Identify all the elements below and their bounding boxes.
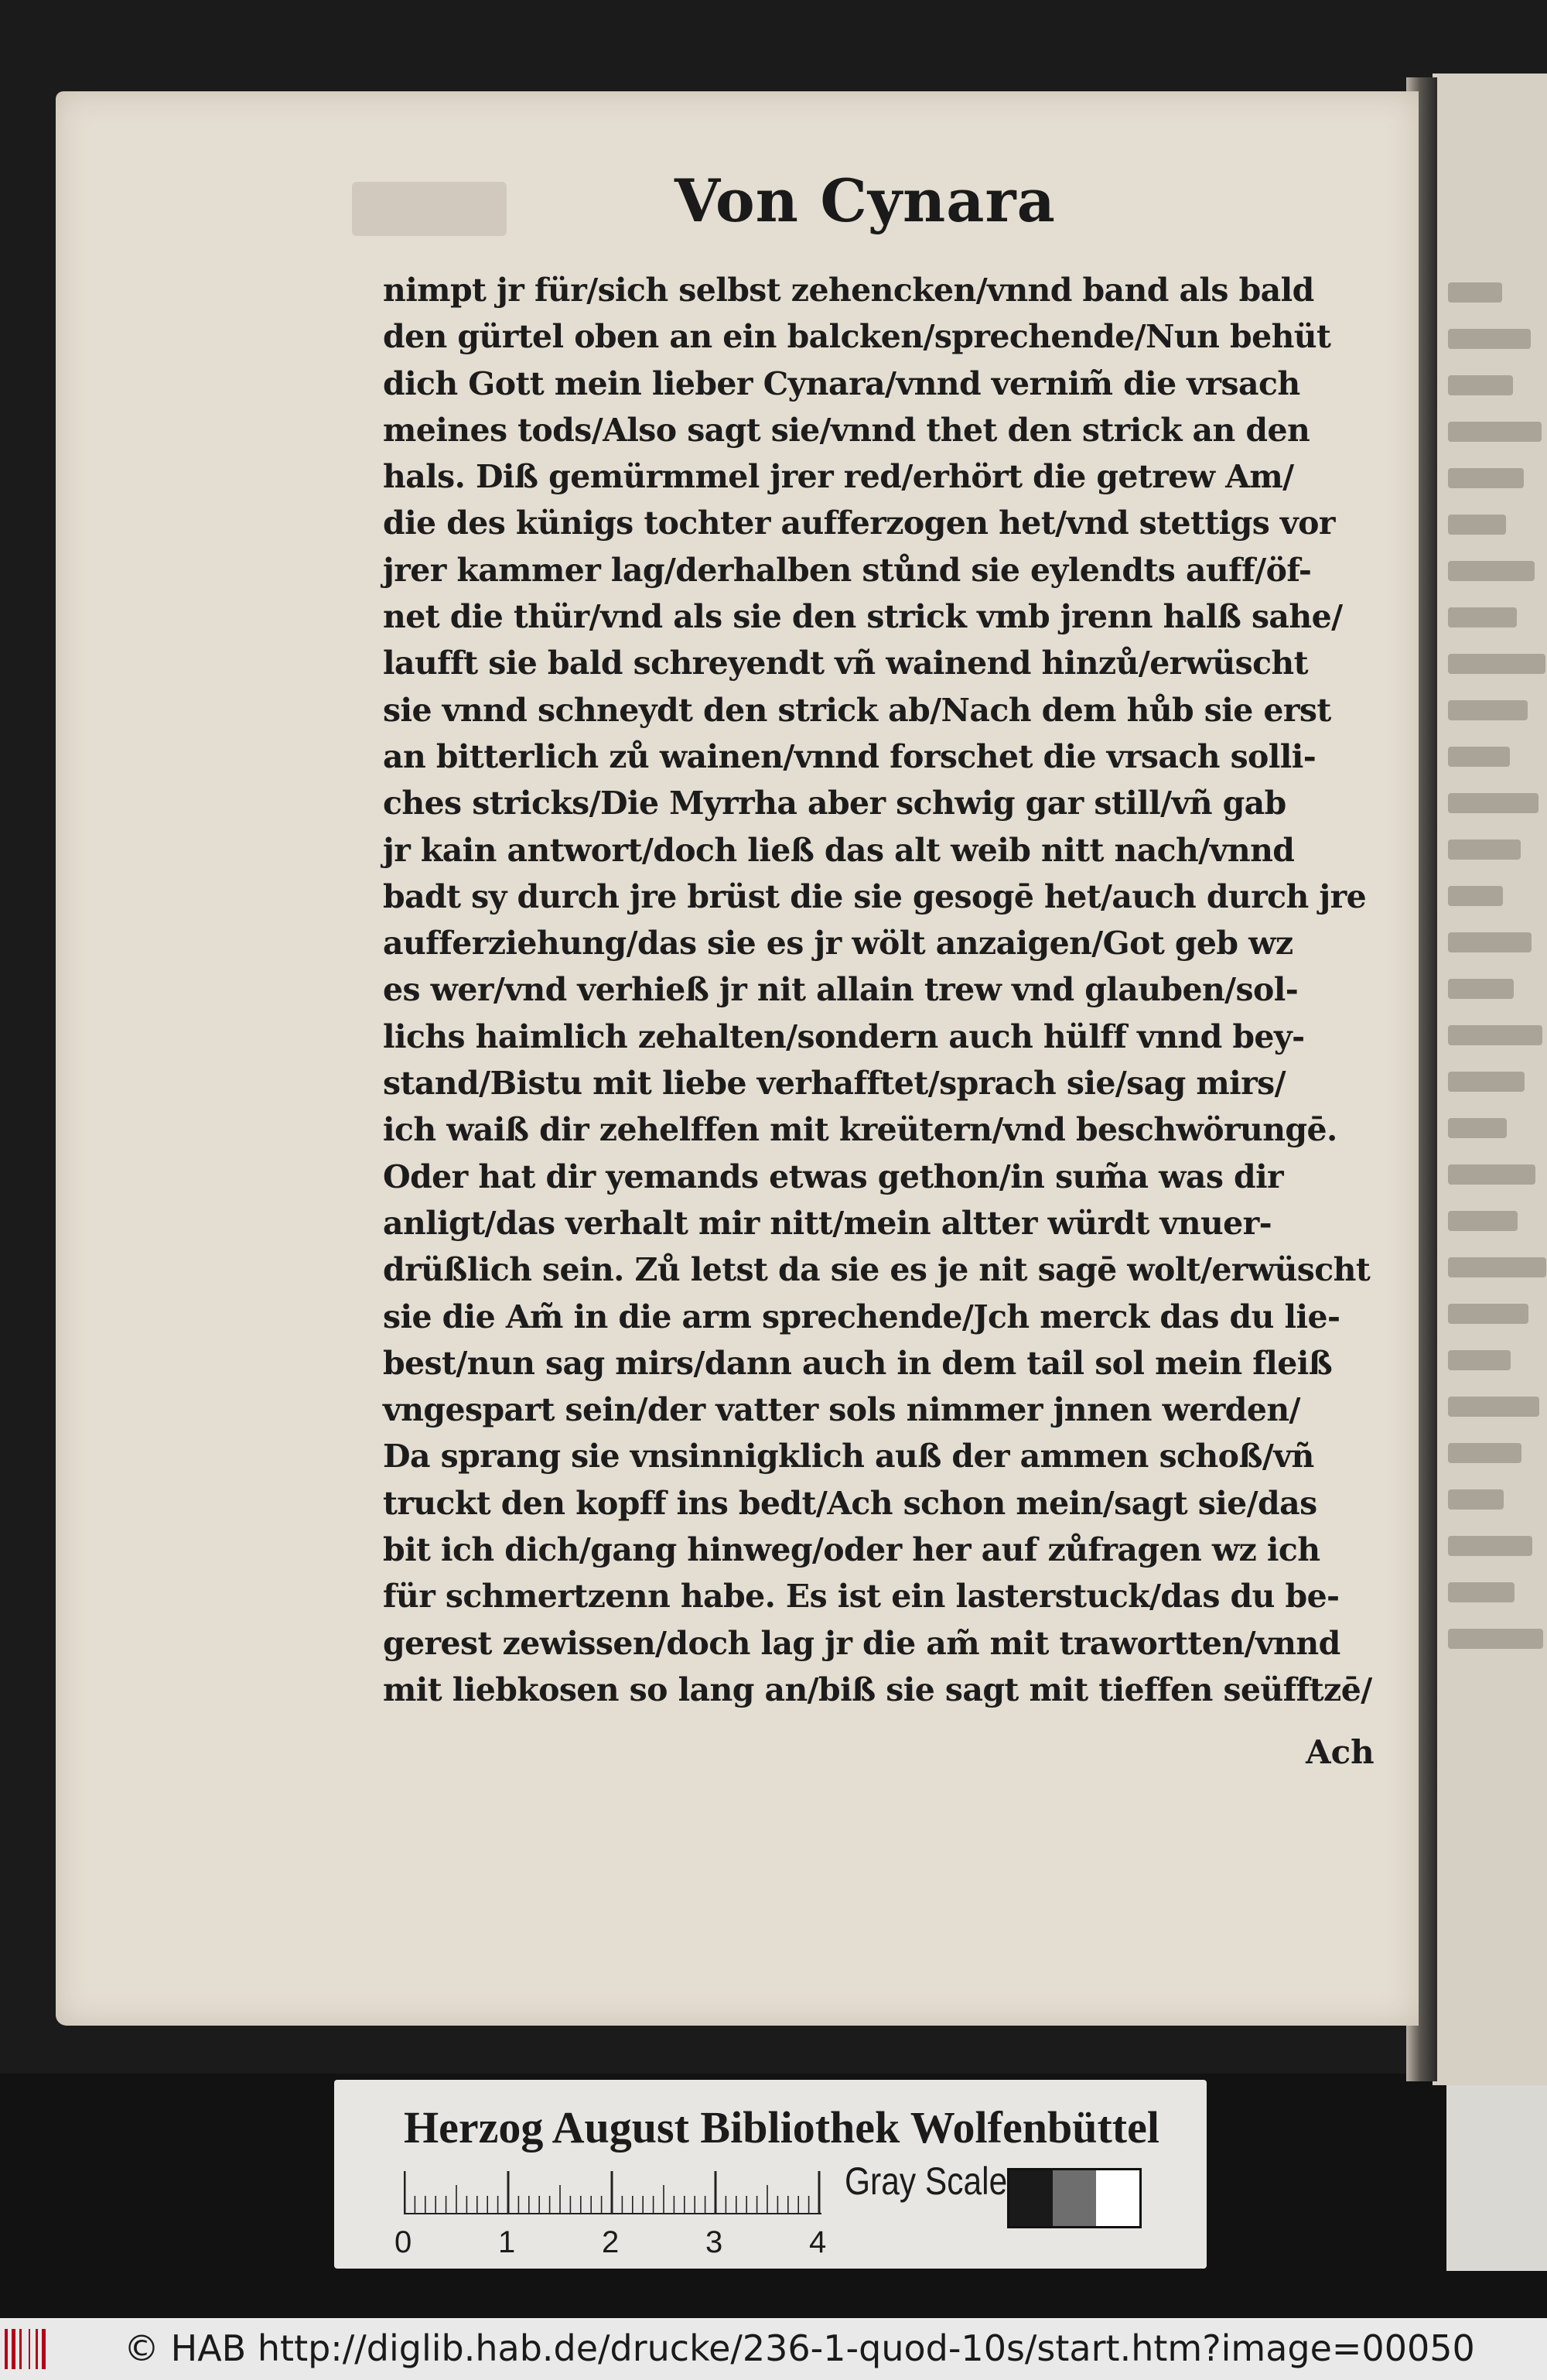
- gray-swatch: [1053, 2170, 1096, 2226]
- facing-page-bleed-line: [1448, 282, 1502, 303]
- ruler-label-2: 2: [602, 2225, 620, 2259]
- running-head: Von Cynara: [674, 166, 1056, 235]
- text-line: lichs haimlich zehalten/sondern auch hülff vnnd bey-: [383, 1017, 1305, 1055]
- facing-scale-card-edge: [1446, 2085, 1547, 2271]
- facing-page-bleed-line: [1448, 747, 1510, 767]
- barcode-stripe: [36, 2329, 38, 2369]
- facing-page-bleed-line: [1448, 1489, 1504, 1510]
- text-line: sie vnnd schneydt den strick ab/Nach dem hůb sie erst: [383, 691, 1331, 729]
- text-line: drüßlich sein. Zů letst da sie es je nit sagē wolt/erwüscht: [383, 1251, 1371, 1289]
- facing-page-bleed-line: [1448, 375, 1513, 395]
- text-line: hals. Diß gemürmmel jrer red/erhört die getrew Am/: [383, 458, 1294, 496]
- facing-page-bleed-line: [1448, 1304, 1528, 1324]
- footer-citation: [124, 2327, 1475, 2369]
- text-line: badt sy durch jre brüst die sie gesogē het/auch durch jre: [383, 877, 1367, 915]
- facing-page-bleed-line: [1448, 886, 1503, 906]
- footer-bar: [0, 2318, 1547, 2380]
- text-line: ich waiß dir zehelffen mit kreütern/vnd beschwörungē.: [383, 1111, 1337, 1149]
- ruler-label-1: 1: [498, 2225, 516, 2259]
- bleed-through-folio: [352, 182, 507, 236]
- barcode-stripe: [9, 2329, 11, 2369]
- text-line: nimpt jr für/sich selbst zehencken/vnnd band als bald: [383, 272, 1314, 309]
- text-line: für schmertzenn habe. Es ist ein lasterstuck/das du be-: [383, 1578, 1340, 1616]
- text-line: dich Gott mein lieber Cynara/vnnd vernim̃ die vrsach: [383, 364, 1300, 402]
- facing-page-bleed-line: [1448, 468, 1524, 488]
- facing-page-bleed-line: [1448, 654, 1545, 674]
- facing-page-bleed-line: [1448, 1072, 1525, 1092]
- facing-page-bleed-line: [1448, 839, 1521, 860]
- text-line: an bitterlich zů wainen/vnnd forschet die vrsach solli-: [383, 737, 1316, 775]
- ruler-label-4: 4: [809, 2225, 827, 2259]
- barcode-stripe: [39, 2329, 41, 2369]
- barcode-stripe: [42, 2329, 46, 2369]
- facing-page-bleed-line: [1448, 1629, 1543, 1649]
- facing-page-bleed-line: [1448, 1257, 1546, 1277]
- gray-swatch: [1009, 2170, 1053, 2226]
- text-line: net die thür/vnd als sie den strick vmb jrenn halß sahe/: [383, 598, 1343, 636]
- text-line: stand/Bistu mit liebe verhafftet/sprach sie/sag mirs/: [383, 1065, 1286, 1103]
- text-line: bit ich dich/gang hinweg/oder her auf zůfragen wz ich: [383, 1531, 1320, 1569]
- text-line: die des künigs tochter aufferzogen het/vnd stettigs vor: [383, 504, 1335, 542]
- text-line: jrer kammer lag/derhalben stůnd sie eylendts auff/öf-: [383, 551, 1312, 589]
- facing-page-bleed-line: [1448, 1582, 1515, 1602]
- color-scale-card: [334, 2080, 1207, 2269]
- text-line: anligt/das verhalt mir nitt/mein altter würdt vnuer-: [383, 1204, 1272, 1242]
- barcode-logo-icon: [5, 2329, 67, 2369]
- ruler-label-3: 3: [705, 2225, 723, 2259]
- facing-page-bleed-line: [1448, 1536, 1532, 1556]
- facing-page-bleed-line: [1448, 1025, 1542, 1045]
- text-line: truckt den kopff ins bedt/Ach schon mein/sagt sie/das: [383, 1484, 1317, 1522]
- barcode-stripe: [29, 2329, 30, 2369]
- barcode-stripe: [23, 2329, 28, 2369]
- facing-page-bleed-line: [1448, 700, 1528, 720]
- facing-page-bleed-line: [1448, 932, 1532, 952]
- facing-page-bleed-line: [1448, 607, 1517, 627]
- text-line: laufft sie bald schreyendt vñ wainend hinzů/erwüscht: [383, 645, 1308, 682]
- facing-page-bleed-line: [1448, 422, 1542, 442]
- facing-page-bleed-line: [1448, 1211, 1518, 1231]
- text-line: meines tods/Also sagt sie/vnnd thet den strick an den: [383, 411, 1310, 449]
- gray-scale-label: Gray Scale: [845, 2159, 1008, 2203]
- text-line: sie die Am̃ in die arm sprechende/Jch merck das du lie-: [383, 1298, 1340, 1335]
- facing-page-edge: [1433, 74, 1547, 2085]
- text-line: mit liebkosen so lang an/biß sie sagt mit tieffen seüfftzē/: [383, 1670, 1372, 1708]
- text-line: aufferziehung/das sie es jr wölt anzaigen/Got geb wz: [383, 925, 1293, 963]
- facing-page-bleed-line: [1448, 1397, 1539, 1417]
- gray-swatch: [1096, 2170, 1139, 2226]
- text-line: Da sprang sie vnsinnigklich auß der ammen schoß/vñ: [383, 1438, 1314, 1476]
- barcode-stripe: [47, 2329, 50, 2369]
- footer-url-link[interactable]: http://diglib.hab.de/drucke/236-1-quod-10s/start.htm?image=00050: [257, 2327, 1475, 2369]
- page-text-block: [383, 267, 1396, 1713]
- text-line: es wer/vnd verhieß jr nit allain trew vnd glauben/sol-: [383, 971, 1299, 1009]
- text-line: ches stricks/Die Myrrha aber schwig gar still/vñ gab: [383, 785, 1286, 822]
- text-line: Oder hat dir yemands etwas gethon/in sum̃a was dir: [383, 1158, 1284, 1195]
- barcode-stripe: [19, 2329, 22, 2369]
- text-line: vngespart sein/der vatter sols nimmer jnnen werden/: [383, 1391, 1300, 1429]
- facing-page-bleed-line: [1448, 1350, 1511, 1370]
- barcode-stripe: [32, 2329, 35, 2369]
- barcode-stripe: [17, 2329, 19, 2369]
- text-line: best/nun sag mirs/dann auch in dem tail sol mein fleiß: [383, 1344, 1333, 1382]
- text-line: jr kain antwort/doch ließ das alt weib nitt nach/vnnd: [383, 831, 1295, 869]
- facing-page-bleed-line: [1448, 561, 1535, 581]
- facing-page-bleed-line: [1448, 793, 1538, 813]
- facing-page-bleed-line: [1448, 1443, 1521, 1463]
- facing-page-bleed-line: [1448, 1118, 1507, 1138]
- text-line: den gürtel oben an ein balcken/sprechende/Nun behüt: [383, 318, 1331, 356]
- barcode-stripe: [12, 2329, 15, 2369]
- facing-page-bleed-line: [1448, 515, 1506, 535]
- ruler-scale: [404, 2171, 821, 2214]
- footer-holder: HAB: [170, 2327, 247, 2369]
- ruler-label-0: 0: [394, 2225, 412, 2259]
- facing-page-bleed-line: [1448, 1164, 1535, 1185]
- copyright-icon: ©: [124, 2327, 159, 2369]
- gray-scale-swatches: [1007, 2168, 1142, 2228]
- facing-page-bleed-line: [1448, 979, 1514, 999]
- library-name: Herzog August Bibliothek Wolfenbüttel: [404, 2102, 1159, 2153]
- barcode-stripe: [5, 2329, 8, 2369]
- catchword: Ach: [1306, 1733, 1375, 1771]
- facing-page-bleed-line: [1448, 329, 1531, 349]
- text-line: gerest zewissen/doch lag jr die am̃ mit trawortten/vnnd: [383, 1624, 1340, 1662]
